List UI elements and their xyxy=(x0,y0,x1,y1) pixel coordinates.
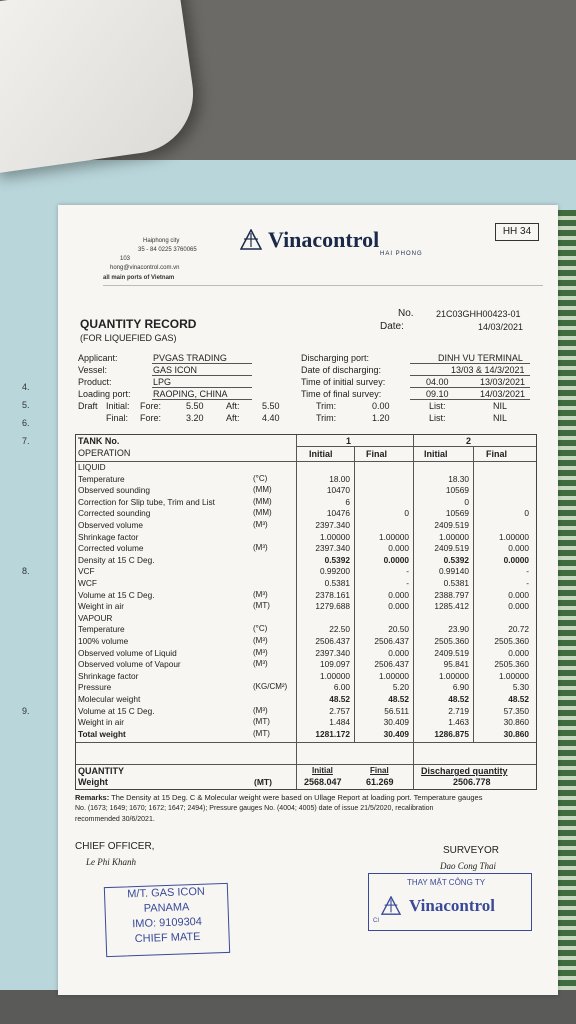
remarks-text-1: The Density at 15 Deg. C & Molecular weight were based on Ullage Report at loading port. Temperature gauges xyxy=(111,793,483,802)
table-cell: 30.409 xyxy=(383,717,409,728)
discharging-port-label: Discharging port: xyxy=(301,353,370,363)
list-final: NIL xyxy=(493,413,508,423)
draft-label: Draft xyxy=(78,401,98,411)
underline xyxy=(152,363,252,364)
company-branch: HAI PHONG xyxy=(380,251,423,257)
table-row-unit: (°C) xyxy=(253,624,268,634)
stamp-line: CHIEF MATE xyxy=(134,930,201,946)
record-date-value: 14/03/2021 xyxy=(478,322,524,332)
table-row-label: Observed sounding xyxy=(78,485,150,496)
product-label: Product: xyxy=(78,377,112,387)
applicant-value: PVGAS TRADING xyxy=(153,353,227,363)
table-cell: 30.860 xyxy=(503,728,529,739)
table-cell: 2.719 xyxy=(448,705,469,716)
table-row-label: Weight in air xyxy=(78,717,124,728)
table-cell: 10470 xyxy=(326,485,350,496)
date-discharging-label: Date of discharging: xyxy=(301,365,382,375)
record-title: QUANTITY RECORD xyxy=(80,317,197,331)
table-cell: - xyxy=(406,578,409,588)
table-row-label: Pressure xyxy=(78,682,112,693)
fore-label: Fore: xyxy=(140,413,162,423)
company-name: Vinacontrol xyxy=(268,227,380,252)
aft-initial: 5.50 xyxy=(262,401,280,411)
table-cell: 2397.340 xyxy=(315,647,350,658)
quantity-label: QUANTITY xyxy=(78,766,124,776)
table-row-label: Correction for Slip tube, Trim and List xyxy=(78,496,215,507)
margin-number: 9. xyxy=(22,706,30,716)
table-cell: 0.000 xyxy=(508,543,529,554)
company-line3: 103 xyxy=(120,256,131,262)
record-subtitle: (FOR LIQUEFIED GAS) xyxy=(80,333,177,343)
table-cell: 1.00000 xyxy=(320,531,350,542)
date-initial-value: 13/03/2021 xyxy=(480,377,526,387)
quantity-initial-label: Initial xyxy=(312,766,333,775)
vc-stamp-top: THAY MẶT CÔNG TY xyxy=(407,878,486,887)
discharging-port-value: DINH VU TERMINAL xyxy=(438,353,523,363)
tank-1-initial-header: Initial xyxy=(309,449,333,459)
table-cell: 48.52 xyxy=(329,694,350,704)
table-cell: 2505.360 xyxy=(494,636,529,646)
table-row-unit: (M³) xyxy=(253,659,268,669)
table-cell: 0.000 xyxy=(388,589,409,600)
table-row-label: Shrinkage factor xyxy=(78,670,139,681)
table-cell: - xyxy=(406,566,409,577)
table-cell: 18.30 xyxy=(448,473,469,484)
table-row-unit: (MM) xyxy=(253,485,272,495)
header-line xyxy=(296,446,536,447)
fore-initial: 5.50 xyxy=(186,401,204,411)
tank-2-header: 2 xyxy=(466,436,472,446)
margin-number: 4. xyxy=(22,382,30,392)
underline xyxy=(410,363,530,364)
table-row-unit: (M³) xyxy=(253,705,268,715)
aft-label: Aft: xyxy=(226,413,240,423)
table-cell: 0.000 xyxy=(508,601,529,612)
margin-number: 5. xyxy=(22,400,30,410)
table-cell: 2409.519 xyxy=(434,520,469,530)
table-cell: 57.350 xyxy=(503,705,529,716)
tank-1-header: 1 xyxy=(346,436,352,446)
company-email: hong@vinacontrol.com.vn xyxy=(110,265,180,271)
company-logo xyxy=(268,227,379,253)
table-row-unit: (KG/CM²) xyxy=(253,682,288,692)
table-cell: 1285.412 xyxy=(434,601,469,612)
table-cell: 2397.340 xyxy=(315,543,350,554)
table-cell: 0.5392 xyxy=(324,554,350,565)
table-cell: 1.00000 xyxy=(320,670,350,681)
margin-number: 7. xyxy=(22,436,30,446)
time-initial-label: Time of initial survey: xyxy=(301,377,386,387)
chief-officer-label: CHIEF OFFICER, xyxy=(75,841,155,852)
quantity-final-value: 61.269 xyxy=(366,777,394,787)
table-cell: 0.99140 xyxy=(439,566,469,577)
margin-number: 6. xyxy=(22,418,30,428)
paper-edge-right xyxy=(558,210,576,990)
table-cell: 22.50 xyxy=(329,624,350,635)
fore-final: 3.20 xyxy=(186,413,204,423)
surveyor-name: Dao Cong Thai xyxy=(440,861,497,871)
table-row-label: Corrected sounding xyxy=(78,508,151,519)
trim-label: Trim: xyxy=(316,413,337,423)
table-row-label: Temperature xyxy=(78,473,125,484)
vc-stamp-ci: CI xyxy=(373,918,379,924)
table-cell: 23.90 xyxy=(448,624,469,635)
stamp-line: IMO: 9109304 xyxy=(132,915,203,931)
draft-final-label: Final: xyxy=(106,413,129,423)
table-row-label: Observed volume xyxy=(78,520,144,530)
fore-label: Fore: xyxy=(140,401,162,411)
table-row-unit: (M³) xyxy=(253,589,268,599)
vessel-value: GAS ICON xyxy=(153,365,198,375)
table-cell: 2409.519 xyxy=(434,543,469,554)
table-cell: 2397.340 xyxy=(315,520,350,530)
table-cell: 2505.360 xyxy=(494,659,529,670)
table-cell: 0.000 xyxy=(388,601,409,612)
weight-label: Weight xyxy=(78,777,108,787)
table-cell: 1.463 xyxy=(448,717,469,728)
record-date-label: Date: xyxy=(380,321,404,332)
table-cell: 1286.875 xyxy=(434,728,469,739)
table-row-unit: (M³) xyxy=(253,543,268,553)
table-cell: 0 xyxy=(404,508,409,519)
table-row-label: LIQUID xyxy=(78,462,106,472)
quantity-line xyxy=(76,764,536,765)
table-cell: 10569 xyxy=(445,485,469,496)
date-discharging-value: 13/03 & 14/3/2021 xyxy=(451,365,525,375)
underline xyxy=(410,399,530,400)
table-row-label: VCF xyxy=(78,566,95,577)
table-cell: 2388.797 xyxy=(434,589,469,600)
table-cell: 56.511 xyxy=(384,705,409,716)
table-cell: 30.409 xyxy=(383,728,409,739)
record-no-label: No. xyxy=(398,308,414,319)
date-final-value: 14/03/2021 xyxy=(480,389,526,399)
applicant-label: Applicant: xyxy=(78,353,118,363)
tank-label: TANK No. xyxy=(78,436,120,446)
table-cell: 1.00000 xyxy=(379,531,409,542)
document-paper xyxy=(58,205,558,995)
table-row-unit: (M³) xyxy=(253,636,268,645)
table-cell: 48.52 xyxy=(508,694,529,704)
table-row-label: Shrinkage factor xyxy=(78,531,139,542)
time-initial-value: 04.00 xyxy=(426,377,449,387)
trim-final: 1.20 xyxy=(372,413,390,423)
table-cell: 10476 xyxy=(326,508,350,519)
product-value: LPG xyxy=(153,377,172,387)
table-cell: 1.00000 xyxy=(439,531,469,542)
table-row-label: WCF xyxy=(78,578,97,588)
trim-initial: 0.00 xyxy=(372,401,390,411)
table-row-label: VAPOUR xyxy=(78,612,113,623)
table-row-label: Temperature xyxy=(78,624,125,635)
remarks-text-3: recommended 30/6/2021. xyxy=(75,816,155,823)
remarks-text-2: No. (1673; 1649; 1670; 1672; 1647; 2494); Pressure gauges No. (4004; 4005) date of issue 21/5/2020, recalibration xyxy=(75,805,434,812)
table-cell: 0.99200 xyxy=(320,566,350,577)
company-city: Haiphong city xyxy=(143,238,180,244)
table-cell: 1279.688 xyxy=(315,601,350,612)
table-row-label: Volume at 15 C Deg. xyxy=(78,589,155,600)
table-row-label: Density at 15 C Deg. xyxy=(78,554,155,565)
table-cell: - xyxy=(526,566,529,577)
vessel-stamp xyxy=(104,883,230,957)
table-row-label: Molecular weight xyxy=(78,694,141,704)
vc-stamp-name: Vinacontrol xyxy=(409,896,495,915)
table-row-label: Total weight xyxy=(78,728,126,739)
underline xyxy=(152,375,252,376)
table-row-unit: (MM) xyxy=(253,496,272,506)
table-cell: 6 xyxy=(345,496,350,507)
underline xyxy=(410,375,530,376)
table-cell: 5.20 xyxy=(392,682,409,693)
tank-2-initial-header: Initial xyxy=(424,449,448,459)
table-cell: 1.00000 xyxy=(499,670,529,681)
background-bottom xyxy=(0,990,576,1024)
table-row-unit: (MT) xyxy=(253,728,270,738)
table-cell: 0.000 xyxy=(508,589,529,600)
list-label: List: xyxy=(429,413,446,423)
stamp-line: M/T. GAS ICON xyxy=(127,885,206,901)
table-cell: 2378.161 xyxy=(315,589,350,600)
chief-officer-name: Le Phi Khanh xyxy=(86,857,137,867)
table-cell: 1281.172 xyxy=(315,728,350,739)
table-cell: 20.72 xyxy=(508,624,529,635)
table-cell: 2505.360 xyxy=(434,636,469,646)
discharged-label: Discharged quantity xyxy=(421,766,508,776)
table-cell: - xyxy=(526,578,529,588)
quantity-initial-value: 2568.047 xyxy=(304,777,342,787)
underline xyxy=(152,387,252,388)
table-cell: 0.0000 xyxy=(383,554,409,565)
remarks-label: Remarks: xyxy=(75,793,110,802)
remarks-line1 xyxy=(75,793,482,802)
list-initial: NIL xyxy=(493,401,508,411)
table-cell: 6.00 xyxy=(333,682,350,693)
table-cell: 0.5392 xyxy=(443,554,469,565)
quantity-table xyxy=(75,434,537,790)
table-row-label: Observed volume of Liquid xyxy=(78,647,177,658)
header-line xyxy=(76,461,536,462)
table-cell: 48.52 xyxy=(388,694,409,704)
weight-unit: (MT) xyxy=(254,777,272,787)
table-cell: 95.841 xyxy=(443,659,469,670)
stamp-line: PANAMA xyxy=(143,901,190,915)
list-label: List: xyxy=(429,401,446,411)
table-cell: 6.90 xyxy=(452,682,469,693)
record-no-value: 21C03GHH00423-01 xyxy=(436,309,521,319)
table-cell: 30.860 xyxy=(503,717,529,728)
underline xyxy=(152,399,252,400)
margin-number: 8. xyxy=(22,566,30,576)
table-row-label: Volume at 15 C Deg. xyxy=(78,705,155,716)
tank-2-final-header: Final xyxy=(486,449,508,459)
company-ports: all main ports of Vietnam xyxy=(103,275,175,281)
table-cell: 0 xyxy=(464,496,469,507)
table-cell: 18.00 xyxy=(329,473,350,484)
table-row-label: Weight in air xyxy=(78,601,124,612)
header-divider xyxy=(103,285,543,286)
trim-label: Trim: xyxy=(316,401,337,411)
table-cell: 2506.437 xyxy=(374,636,409,646)
table-row-unit: (M³) xyxy=(253,520,268,529)
table-cell: 0.000 xyxy=(388,647,409,658)
table-row-unit: (MT) xyxy=(253,601,270,611)
company-phone: 35 - 84 0225 3760065 xyxy=(138,247,197,253)
table-cell: 2409.519 xyxy=(434,647,469,658)
aft-label: Aft: xyxy=(226,401,240,411)
table-row-unit: (MM) xyxy=(253,508,272,518)
table-cell: 0.000 xyxy=(388,543,409,554)
loading-label: Loading port: xyxy=(78,389,131,399)
table-cell: 0.0000 xyxy=(503,554,529,565)
table-cell: 2506.437 xyxy=(315,636,350,646)
table-cell: 2.757 xyxy=(329,705,350,716)
table-cell: 1.00000 xyxy=(439,670,469,681)
discharged-value: 2506.778 xyxy=(453,777,491,787)
table-cell: 0.000 xyxy=(508,647,529,658)
time-final-label: Time of final survey: xyxy=(301,389,382,399)
table-cell: 1.00000 xyxy=(379,670,409,681)
table-row-unit: (MT) xyxy=(253,717,270,727)
table-row-unit: (M³) xyxy=(253,647,268,657)
vinacontrol-logo-icon xyxy=(240,229,262,251)
surveyor-label: SURVEYOR xyxy=(443,845,499,856)
vessel-label: Vessel: xyxy=(78,365,108,375)
doc-code: HH 34 xyxy=(495,223,539,241)
total-line xyxy=(76,742,536,743)
quantity-final-label: Final xyxy=(370,766,389,775)
table-cell: 10569 xyxy=(445,508,469,519)
table-cell: 20.50 xyxy=(388,624,409,635)
table-row-label: 100% volume xyxy=(78,636,129,646)
operation-label: OPERATION xyxy=(78,448,131,458)
aft-final: 4.40 xyxy=(262,413,280,423)
table-row-label: Observed volume of Vapour xyxy=(78,659,181,670)
table-cell: 0.5381 xyxy=(324,578,350,588)
table-cell: 0 xyxy=(524,508,529,519)
tank-1-final-header: Final xyxy=(366,449,388,459)
table-cell: 109.097 xyxy=(320,659,350,670)
table-cell: 48.52 xyxy=(448,694,469,704)
loading-value: RAOPING, CHINA xyxy=(153,389,228,399)
table-cell: 5.30 xyxy=(512,682,529,693)
table-cell: 0.5381 xyxy=(443,578,469,588)
underline xyxy=(410,387,530,388)
table-cell: 1.00000 xyxy=(499,531,529,542)
table-row-unit: (°C) xyxy=(253,473,268,483)
table-row-label: Corrected volume xyxy=(78,543,144,554)
time-final-value: 09.10 xyxy=(426,389,449,399)
table-cell: 1.484 xyxy=(329,717,350,728)
table-cell: 2506.437 xyxy=(374,659,409,670)
vinacontrol-logo-icon xyxy=(381,896,401,916)
vinacontrol-stamp xyxy=(368,873,532,931)
draft-initial-label: Initial: xyxy=(106,401,130,411)
